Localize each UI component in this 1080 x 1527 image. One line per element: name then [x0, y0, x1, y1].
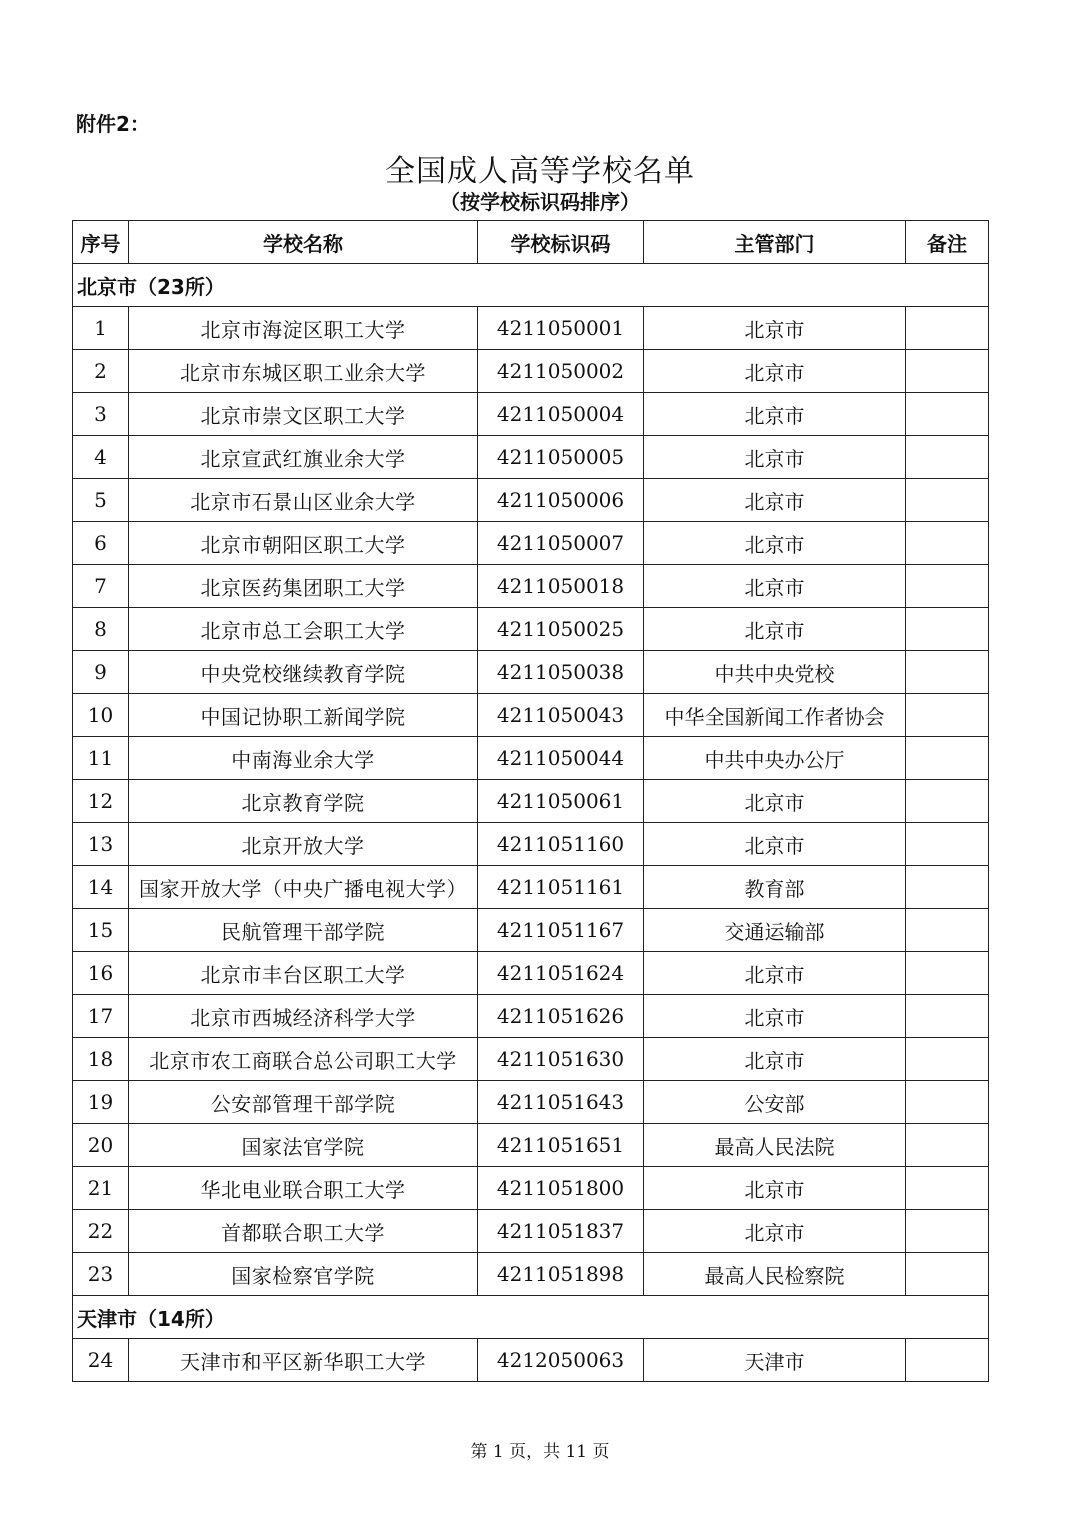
cell-school-code: 4211050044 [478, 737, 644, 780]
header-dept: 主管部门 [644, 221, 906, 264]
cell-school-name: 国家法官学院 [129, 1124, 478, 1167]
cell-seq: 16 [73, 952, 129, 995]
cell-school-code: 4211051167 [478, 909, 644, 952]
cell-note [906, 1339, 989, 1382]
cell-school-code: 4212050063 [478, 1339, 644, 1382]
cell-seq: 10 [73, 694, 129, 737]
cell-school-name: 北京医药集团职工大学 [129, 565, 478, 608]
table-row [73, 436, 989, 479]
cell-school-name: 公安部管理干部学院 [129, 1081, 478, 1124]
cell-seq: 9 [73, 651, 129, 694]
school-list-table [72, 220, 989, 1382]
cell-note [906, 909, 989, 952]
cell-school-name: 北京市农工商联合总公司职工大学 [129, 1038, 478, 1081]
cell-note [906, 522, 989, 565]
cell-seq: 7 [73, 565, 129, 608]
cell-seq: 17 [73, 995, 129, 1038]
cell-school-code: 4211051630 [478, 1038, 644, 1081]
cell-department: 北京市 [644, 307, 906, 350]
cell-department: 最高人民法院 [644, 1124, 906, 1167]
cell-note [906, 866, 989, 909]
cell-department: 北京市 [644, 608, 906, 651]
cell-note [906, 694, 989, 737]
cell-school-name: 首都联合职工大学 [129, 1210, 478, 1253]
cell-department: 天津市 [644, 1339, 906, 1382]
cell-school-name: 北京宣武红旗业余大学 [129, 436, 478, 479]
cell-department: 北京市 [644, 393, 906, 436]
cell-school-code: 4211050038 [478, 651, 644, 694]
cell-note [906, 1210, 989, 1253]
cell-note [906, 393, 989, 436]
cell-department: 北京市 [644, 780, 906, 823]
cell-seq: 8 [73, 608, 129, 651]
table-row [73, 1339, 989, 1382]
table-row [73, 651, 989, 694]
cell-seq: 23 [73, 1253, 129, 1296]
group-label: 北京市（23所） [73, 264, 989, 307]
table-row [73, 952, 989, 995]
group-row [73, 1296, 989, 1339]
cell-school-name: 北京开放大学 [129, 823, 478, 866]
cell-note [906, 1124, 989, 1167]
table-row [73, 909, 989, 952]
cell-school-name: 民航管理干部学院 [129, 909, 478, 952]
cell-note [906, 651, 989, 694]
cell-note [906, 823, 989, 866]
cell-seq: 14 [73, 866, 129, 909]
cell-seq: 2 [73, 350, 129, 393]
cell-school-name: 北京市东城区职工业余大学 [129, 350, 478, 393]
table-row [73, 995, 989, 1038]
cell-school-code: 4211051800 [478, 1167, 644, 1210]
cell-school-code: 4211051626 [478, 995, 644, 1038]
table-row [73, 1167, 989, 1210]
cell-school-name: 北京市总工会职工大学 [129, 608, 478, 651]
cell-seq: 3 [73, 393, 129, 436]
cell-note [906, 479, 989, 522]
cell-school-name: 北京市朝阳区职工大学 [129, 522, 478, 565]
table-row [73, 565, 989, 608]
cell-school-code: 4211050025 [478, 608, 644, 651]
cell-school-name: 北京市丰台区职工大学 [129, 952, 478, 995]
document-title: 全国成人高等学校名单 [385, 154, 695, 189]
cell-school-name: 中南海业余大学 [129, 737, 478, 780]
cell-school-name: 北京市石景山区业余大学 [129, 479, 478, 522]
cell-school-name: 国家开放大学（中央广播电视大学） [129, 866, 478, 909]
cell-department: 北京市 [644, 522, 906, 565]
cell-school-name: 北京教育学院 [129, 780, 478, 823]
cell-department: 北京市 [644, 350, 906, 393]
table-row [73, 823, 989, 866]
cell-school-name: 北京市海淀区职工大学 [129, 307, 478, 350]
cell-school-code: 4211051651 [478, 1124, 644, 1167]
header-name: 学校名称 [129, 221, 478, 264]
cell-note [906, 952, 989, 995]
cell-note [906, 1038, 989, 1081]
cell-department: 北京市 [644, 995, 906, 1038]
cell-department: 北京市 [644, 565, 906, 608]
cell-department: 北京市 [644, 1210, 906, 1253]
cell-seq: 22 [73, 1210, 129, 1253]
cell-department: 教育部 [644, 866, 906, 909]
cell-department: 北京市 [644, 1167, 906, 1210]
cell-seq: 6 [73, 522, 129, 565]
cell-department: 中共中央党校 [644, 651, 906, 694]
cell-school-code: 4211050018 [478, 565, 644, 608]
cell-school-code: 4211051161 [478, 866, 644, 909]
cell-seq: 18 [73, 1038, 129, 1081]
cell-school-code: 4211050001 [478, 307, 644, 350]
cell-school-name: 中国记协职工新闻学院 [129, 694, 478, 737]
header-note: 备注 [906, 221, 989, 264]
table-header-row [73, 221, 989, 264]
cell-seq: 4 [73, 436, 129, 479]
cell-seq: 21 [73, 1167, 129, 1210]
table-row [73, 393, 989, 436]
table-row [73, 608, 989, 651]
cell-school-code: 4211050043 [478, 694, 644, 737]
cell-note [906, 780, 989, 823]
group-row [73, 264, 989, 307]
cell-seq: 1 [73, 307, 129, 350]
cell-department: 北京市 [644, 479, 906, 522]
table-row [73, 1124, 989, 1167]
header-seq: 序号 [73, 221, 129, 264]
cell-school-code: 4211051898 [478, 1253, 644, 1296]
cell-seq: 20 [73, 1124, 129, 1167]
cell-note [906, 565, 989, 608]
group-label: 天津市（14所） [73, 1296, 989, 1339]
cell-department: 北京市 [644, 823, 906, 866]
cell-note [906, 1253, 989, 1296]
cell-school-code: 4211050061 [478, 780, 644, 823]
cell-note [906, 436, 989, 479]
document-subtitle: （按学校标识码排序） [440, 190, 640, 214]
cell-note [906, 995, 989, 1038]
table-row [73, 1253, 989, 1296]
cell-note [906, 608, 989, 651]
cell-note [906, 737, 989, 780]
cell-school-name: 国家检察官学院 [129, 1253, 478, 1296]
attachment-label: 附件2： [76, 112, 150, 136]
table-row [73, 866, 989, 909]
cell-note [906, 1167, 989, 1210]
table-row [73, 1081, 989, 1124]
cell-school-code: 4211050005 [478, 436, 644, 479]
table-row [73, 780, 989, 823]
cell-seq: 5 [73, 479, 129, 522]
cell-department: 北京市 [644, 436, 906, 479]
cell-school-name: 华北电业联合职工大学 [129, 1167, 478, 1210]
table-row [73, 1210, 989, 1253]
cell-note [906, 307, 989, 350]
cell-school-code: 4211050007 [478, 522, 644, 565]
page-footer: 第 1 页，共 11 页 [470, 1442, 610, 1462]
table-row [73, 694, 989, 737]
table-row [73, 522, 989, 565]
cell-school-code: 4211051624 [478, 952, 644, 995]
cell-seq: 15 [73, 909, 129, 952]
cell-school-name: 中央党校继续教育学院 [129, 651, 478, 694]
table-row [73, 350, 989, 393]
cell-department: 北京市 [644, 952, 906, 995]
table-row [73, 737, 989, 780]
cell-school-code: 4211051643 [478, 1081, 644, 1124]
cell-seq: 12 [73, 780, 129, 823]
cell-seq: 13 [73, 823, 129, 866]
cell-seq: 11 [73, 737, 129, 780]
cell-school-code: 4211051160 [478, 823, 644, 866]
cell-school-name: 北京市西城经济科学大学 [129, 995, 478, 1038]
cell-department: 北京市 [644, 1038, 906, 1081]
table-row [73, 307, 989, 350]
cell-note [906, 350, 989, 393]
cell-school-code: 4211050004 [478, 393, 644, 436]
cell-department: 中共中央办公厅 [644, 737, 906, 780]
table-row [73, 1038, 989, 1081]
table-row [73, 479, 989, 522]
cell-department: 中华全国新闻工作者协会 [644, 694, 906, 737]
cell-department: 交通运输部 [644, 909, 906, 952]
cell-school-name: 北京市崇文区职工大学 [129, 393, 478, 436]
cell-note [906, 1081, 989, 1124]
cell-school-code: 4211050006 [478, 479, 644, 522]
cell-school-code: 4211050002 [478, 350, 644, 393]
header-code: 学校标识码 [478, 221, 644, 264]
cell-department: 最高人民检察院 [644, 1253, 906, 1296]
cell-school-name: 天津市和平区新华职工大学 [129, 1339, 478, 1382]
cell-seq: 19 [73, 1081, 129, 1124]
cell-department: 公安部 [644, 1081, 906, 1124]
cell-school-code: 4211051837 [478, 1210, 644, 1253]
cell-seq: 24 [73, 1339, 129, 1382]
